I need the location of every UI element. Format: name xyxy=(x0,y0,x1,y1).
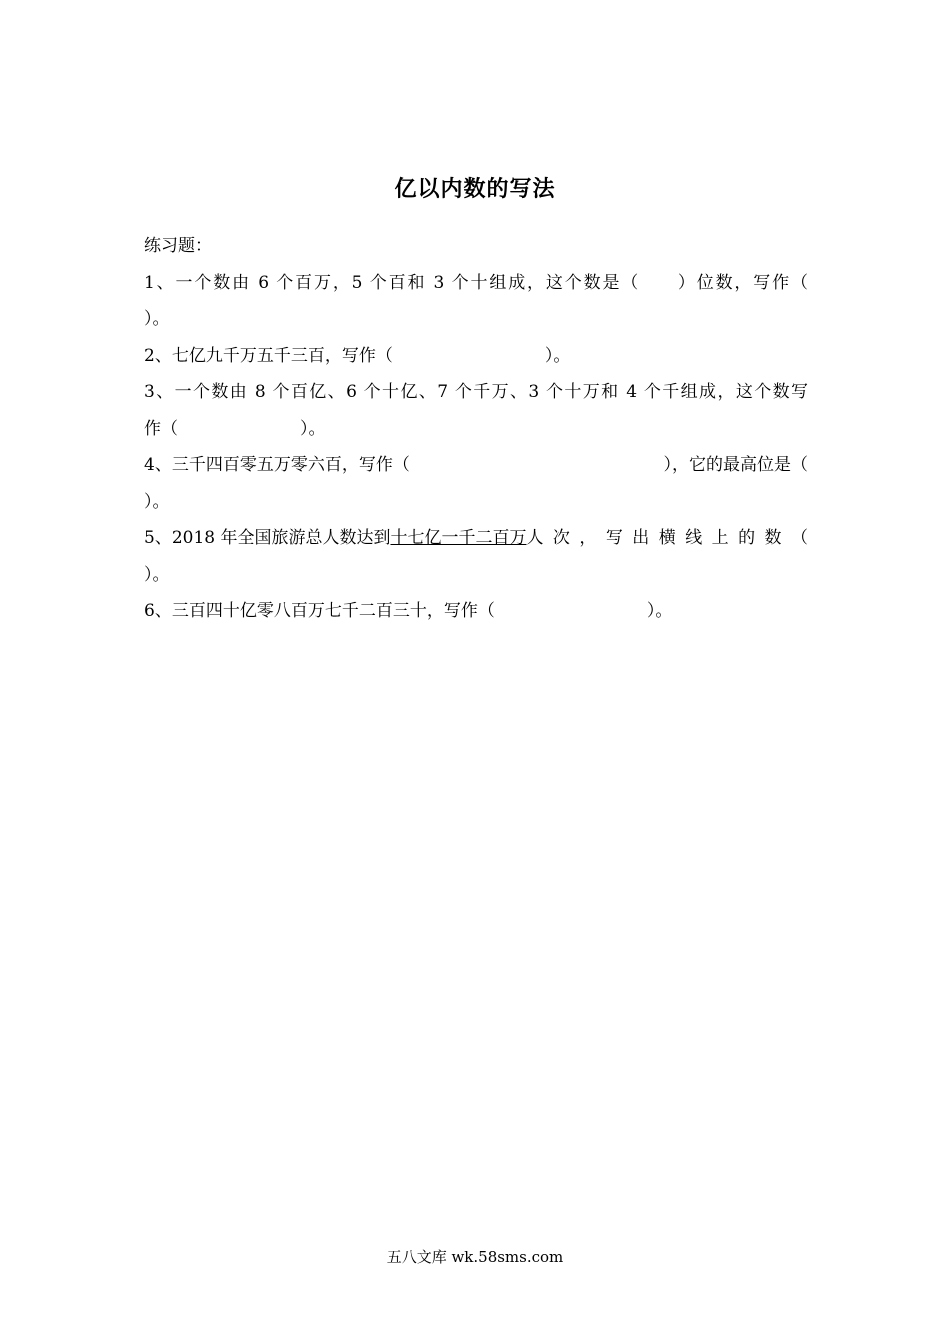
question-5-text-2: 人次，写出横线上的数（ xyxy=(526,528,808,548)
question-5-line-2: ）。 xyxy=(144,564,170,585)
question-1-line-1: 1、一个数由 6 个百万，5 个百和 3 个十组成，这个数是（ ）位数，写作（ xyxy=(144,272,808,293)
answer-blank xyxy=(462,447,612,484)
question-6-close: ）。 xyxy=(646,601,673,621)
question-2-close: ）。 xyxy=(544,345,571,366)
question-5-text: 5、2018 年全国旅游总人数达到 xyxy=(144,528,391,548)
footer-watermark: 五八文库 wk.58sms.com xyxy=(386,1248,564,1266)
exercise-content xyxy=(144,228,808,630)
question-4-text-2: ），它的最高位是（ xyxy=(663,455,808,475)
question-4-line-2: ）。 xyxy=(144,491,170,512)
page-title: 亿以内数的写法 xyxy=(394,176,556,202)
question-3-line-1: 3、一个数由 8 个百亿、6 个十亿、7 个千万、3 个十万和 4 个千组成，这个数写 xyxy=(144,382,808,402)
question-3-line-2 xyxy=(144,411,808,448)
question-2 xyxy=(144,338,808,375)
question-5-line-1 xyxy=(144,520,808,557)
question-4-line-1 xyxy=(144,447,808,484)
question-4-text: 4、三千四百零五万零六百，写作（ xyxy=(144,455,410,475)
exercise-heading: 练习题： xyxy=(144,236,212,256)
question-6 xyxy=(144,593,808,630)
question-2-text: 2、七亿九千万五千三百，写作（ xyxy=(144,345,393,366)
question-1-line-2: ）。 xyxy=(144,309,170,329)
question-6-text: 6、三百四十亿零八百万七千二百三十，写作（ xyxy=(144,601,495,621)
underlined-number-words: 十七亿一千二百万 xyxy=(390,528,527,548)
question-3-text: 作（ xyxy=(144,418,178,439)
question-3-close: ）。 xyxy=(300,418,326,439)
